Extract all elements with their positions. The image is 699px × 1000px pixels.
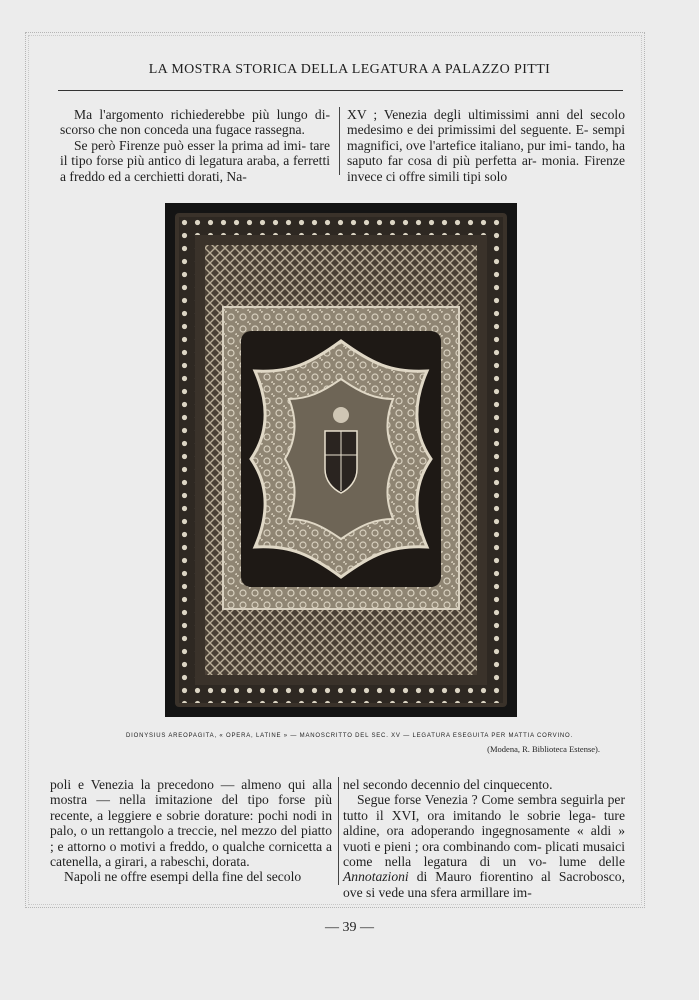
book-cover-illustration <box>165 203 517 717</box>
top-left-column <box>60 107 330 184</box>
bottom-right-column <box>343 777 625 900</box>
header-rule <box>58 90 623 91</box>
bottom-left-column <box>50 777 332 885</box>
column-divider <box>339 107 340 175</box>
paragraph: nel secondo decennio del cinquecento. <box>343 777 553 792</box>
text-run: di Mauro fiorentino al Sacrobosco, ove si vede una sfera armillare im- <box>343 869 625 900</box>
paragraph: Napoli ne offre esempi della fine del secolo <box>64 869 302 885</box>
text-run: Segue forse Venezia ? Come sembra seguirla per tutto il XVI, ora imitando le sobrie lega- ture aldine, ora adoperando ingegnosamente « aldi » vuoti e pieni ; ora combinando com- plicati musaici come nella legatura di un vo- lume delle <box>343 792 625 870</box>
column-divider <box>338 777 339 885</box>
top-right-column <box>347 107 625 184</box>
figure-caption: DIONYSIUS AREOPAGITA, « OPERA, LATINE » — MANOSCRITTO DEL SEC. XV — LEGATURA ESEGUITA PER MATTIA CORVINO. <box>126 733 573 739</box>
paragraph: XV ; Venezia degli ultimissimi anni del secolo medesimo e dei primissimi del seguente. E- sempi magnifici, ove l'artefice italiano, pur imi- tando, ha saputo far cosa di più perfetta ar- monia. Firenze invece ci offre simili tipi solo <box>347 107 625 184</box>
paragraph: poli e Venezia la precedono — almeno qui alla mostra — nella imitazione del tipo forse più recente, a leggiere e sobrie dorature: pochi nodi in palo, o un rettangolo a treccie, nel mezzo del piatto ; e attorno o motivi a freddo, o qualche cornicetta a catenella, a girari, a rabeschi, dorata. <box>50 777 332 870</box>
book-title-italic: Annotazioni <box>343 869 409 885</box>
paragraph <box>343 792 625 900</box>
figure-source: (Modena, R. Biblioteca Estense). <box>487 744 600 754</box>
paragraph: Se però Firenze può esser la prima ad imi- tare il tipo forse più antico di legatura araba, a ferretti a freddo ed a cerchietti dorati, Na- <box>60 137 330 184</box>
paragraph: Ma l'argomento richiederebbe più lungo di- scorso che non conceda una fugace rassegna. <box>60 107 330 138</box>
page-number: — 39 — <box>325 920 374 935</box>
running-header: LA MOSTRA STORICA DELLA LEGATURA A PALAZZO PITTI <box>148 62 551 77</box>
book-binding-photograph <box>165 203 517 717</box>
